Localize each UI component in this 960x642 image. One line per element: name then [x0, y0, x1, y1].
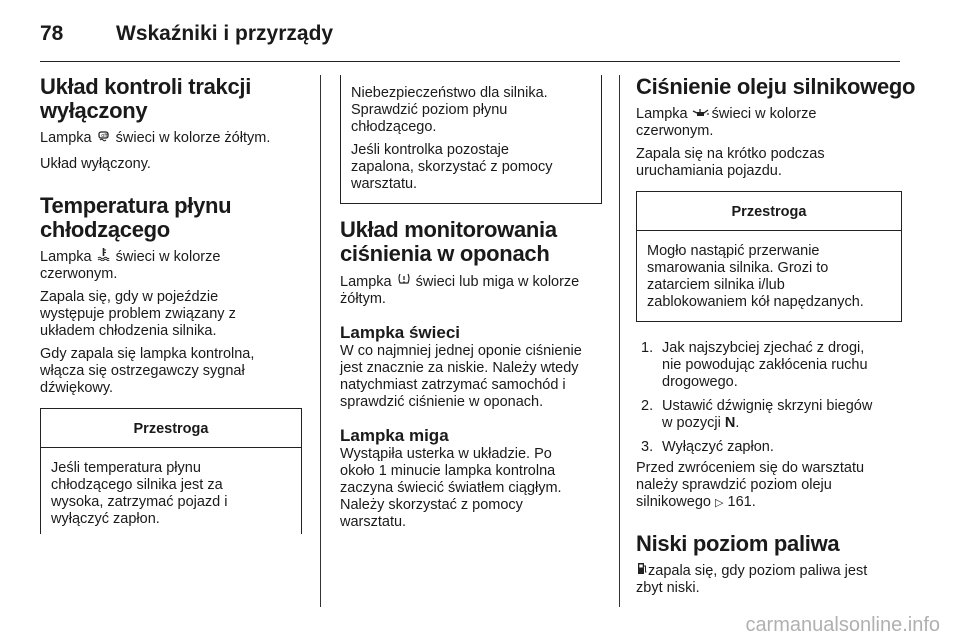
page-title: Wskaźniki i przyrządy: [116, 22, 334, 45]
section-title-tire-pressure: Układ monitorowania ciśnienia w oponach: [340, 217, 557, 266]
section-title-oil-pressure: Ciśnienie oleju silnikowego: [636, 74, 916, 99]
oil-steps-list: [636, 340, 902, 456]
column-divider: [619, 75, 620, 607]
coolant-alarm-text: Gdy zapala się lampka kontrolna, włącza się ostrzegawczy sygnał dźwiękowy.: [40, 346, 255, 396]
coolant-warning-continued: [340, 75, 602, 204]
list-item: 3. Wyłączyć zapłon.: [641, 439, 774, 455]
warning-title: Przestroga: [41, 409, 301, 448]
lamp-flashing-text: Wystąpiła usterka w układzie. Po około 1 minucie lampka kontrolna zaczyna świecić światłem ciągłym. Należy skorzystać z pomocy warsztatu.: [340, 446, 562, 530]
column-2: [340, 75, 602, 531]
column-divider: [320, 75, 321, 607]
column-3: [636, 74, 916, 597]
subsection-lamp-on: Lampka świeci: [340, 323, 461, 342]
subsection-lamp-flashing: Lampka miga: [340, 426, 449, 445]
warning-title: Przestroga: [637, 192, 901, 231]
fuel-pump-icon: [636, 562, 648, 579]
list-item: 1. Jak najszybciej zjechać z drogi, nie powodując zakłócenia ruchu drogowego.: [641, 340, 868, 390]
page-header: [40, 18, 900, 62]
traction-status-text: Układ wyłączony.: [40, 156, 151, 172]
fuel-lamp-text: zapala się, gdy poziom paliwa jest zbyt niski.: [636, 563, 868, 596]
car-skid-off-icon: [96, 129, 112, 146]
list-item: 2. Ustawić dźwignię skrzyni biegów w pozycji N.: [641, 398, 873, 431]
column-1: [40, 75, 302, 534]
traction-lamp-text: Lampka off świeci w kolorze żółtym.: [40, 130, 271, 146]
coolant-temp-icon: [96, 247, 112, 265]
section-title-fuel: Niski poziom paliwa: [636, 531, 840, 556]
tire-lamp-text: Lampka świeci lub miga w kolorze żółtym.: [340, 274, 580, 307]
workshop-oil-text: Przed zwróceniem się do warsztatu należy sprawdzić poziom oleju silnikowego ▷ 161.: [636, 460, 865, 510]
workshop-text: Jeśli kontrolka pozostaje zapalona, skorzystać z pomocy warsztatu.: [351, 142, 553, 192]
page-number: 78: [40, 22, 64, 45]
coolant-lamp-text: Lampka świeci w kolorze czerwonym.: [40, 249, 221, 282]
oil-warning-box: [636, 191, 902, 322]
section-title-traction: Układ kontroli trakcji wyłączony: [40, 74, 252, 123]
page-reference-link[interactable]: 161.: [727, 494, 756, 510]
tire-pressure-icon: [396, 272, 412, 290]
watermark: carmanualsonline.info: [745, 614, 940, 636]
page-ref-arrow-icon: ▷: [715, 497, 724, 509]
lamp-on-text: W co najmniej jednej oponie ciśnienie jest znacznie za niskie. Należy wtedy natychmiast zatrzymać samochód i sprawdzić ciśnienie w oponach.: [340, 343, 582, 410]
warning-body: Mogło nastąpić przerwanie smarowania silnika. Grozi to zatarciem silnika i/lub zablokowaniem kół napędzanych.: [647, 243, 864, 310]
svg-text:off: off: [101, 133, 108, 139]
oil-startup-text: Zapala się na krótko podczas uruchamiania pojazdu.: [636, 146, 825, 179]
coolant-when-text: Zapala się, gdy w pojeździe występuje problem związany z układem chłodzenia silnika.: [40, 289, 236, 339]
warning-body: Jeśli temperatura płynu chłodzącego silnika jest za wysoka, zatrzymać pojazd i wyłączyć zapłon.: [51, 460, 228, 527]
engine-danger-text: Niebezpieczeństwo dla silnika. Sprawdzić poziom płynu chłodzącego.: [351, 85, 548, 135]
section-title-coolant: Temperatura płynu chłodzącego: [40, 193, 232, 242]
coolant-warning-box: [40, 408, 302, 534]
oil-can-icon: [692, 105, 708, 122]
oil-lamp-text: Lampka świeci w kolorze czerwonym.: [636, 106, 817, 139]
